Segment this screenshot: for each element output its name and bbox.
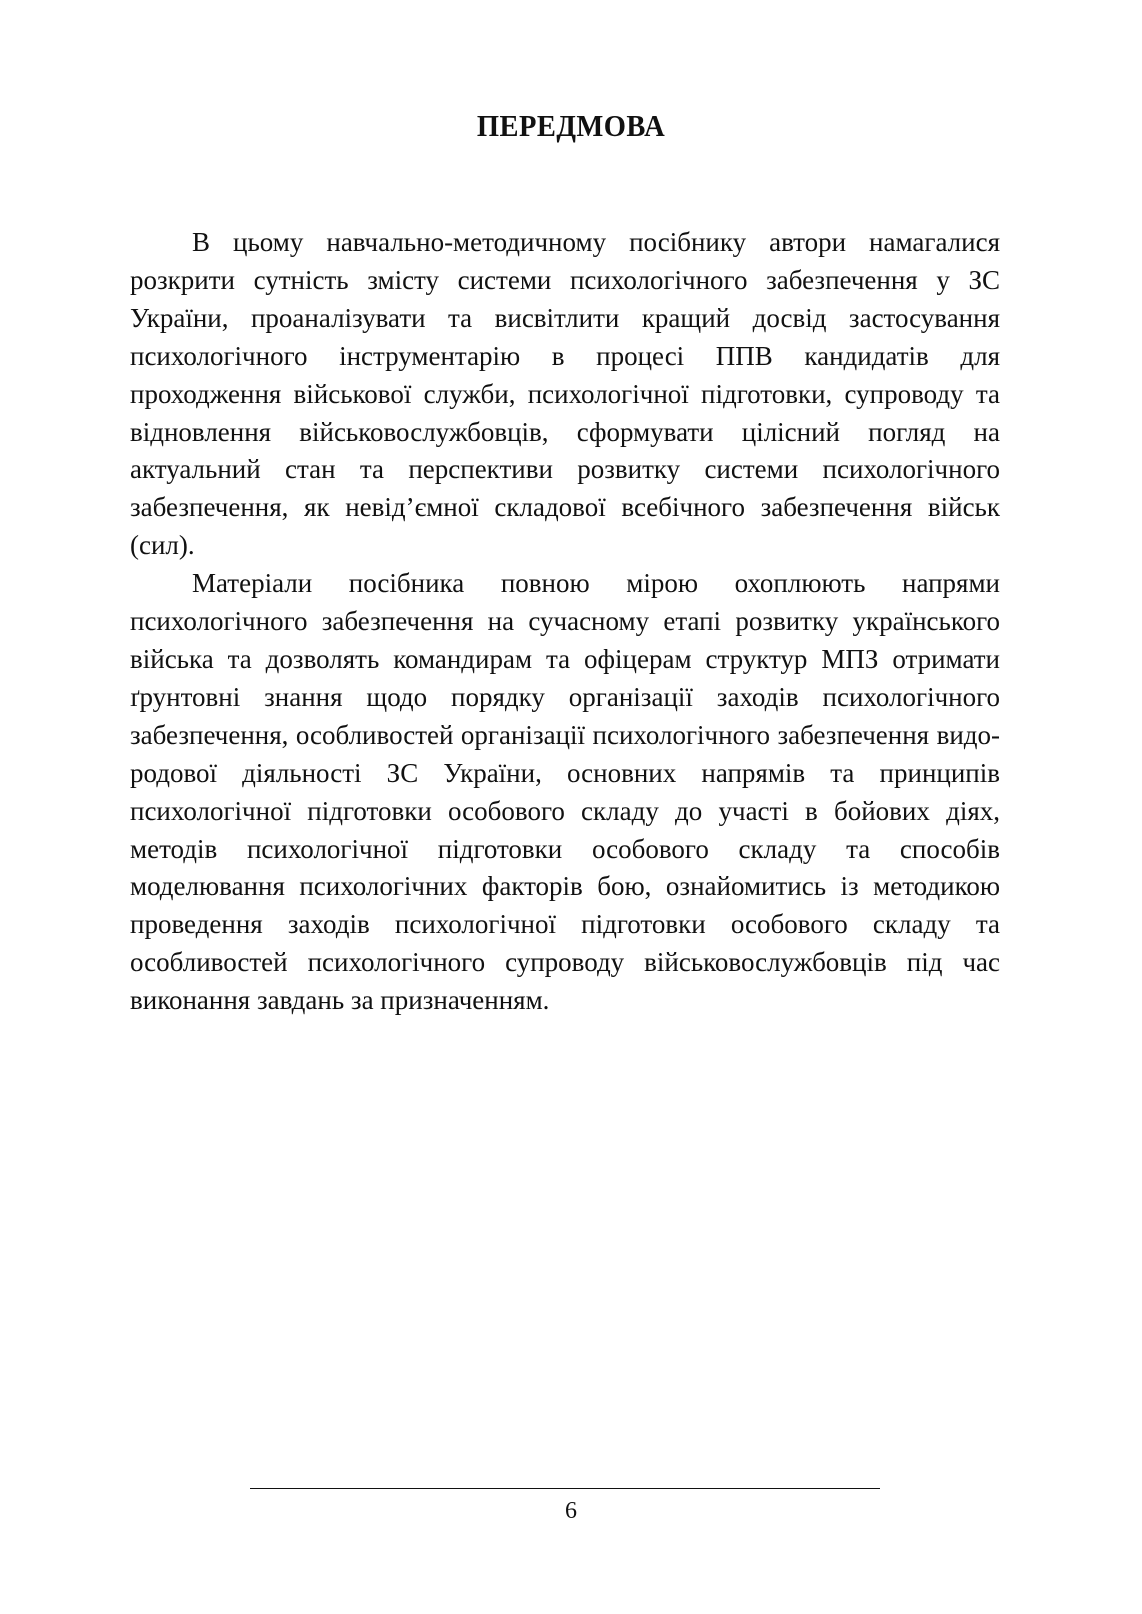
page-number: 6 <box>565 1498 577 1524</box>
footer-divider <box>250 1488 880 1489</box>
document-body <box>130 224 1000 1020</box>
page-title: ПЕРЕДМОВА <box>476 108 666 143</box>
paragraph-intro: В цьому навчально-методичному посібнику автори намагалися розкрити сутність змісту системи психологічного забезпечення у ЗС України, проаналізувати та висвітлити кращий досвід застосування психологічного інструментарію в процесі ППВ кандидатів для проходження військової служби, психологічної підготовки, супроводу та відновлення військовослужбовців, сформувати цілісний погляд на актуальний стан та перспективи розвитку системи психологічного забезпечення, як невід’ємної складової всебічного забезпечення військ (сил). <box>130 227 1000 561</box>
paragraph-materials: Матеріали посібника повною мірою охоплюють напрями психологічного забезпечення на сучасному етапі розвитку українського війська та дозволять командирам та офіцерам структур МПЗ отримати ґрунтовні знання щодо порядку організації заходів психологічного забезпечення, особливостей організації психологічного забезпечення видо-родової діяльності ЗС України, основних напрямів та принципів психологічної підготовки особового складу до участі в бойових діях, методів психологічної підготовки особового складу та способів моделювання психологічних факторів бою, ознайомитись із методикою проведення заходів психологічної підготовки особового складу та особливостей психологічного супроводу військовослужбовців під час виконання завдань за призначенням. <box>130 568 1000 1016</box>
